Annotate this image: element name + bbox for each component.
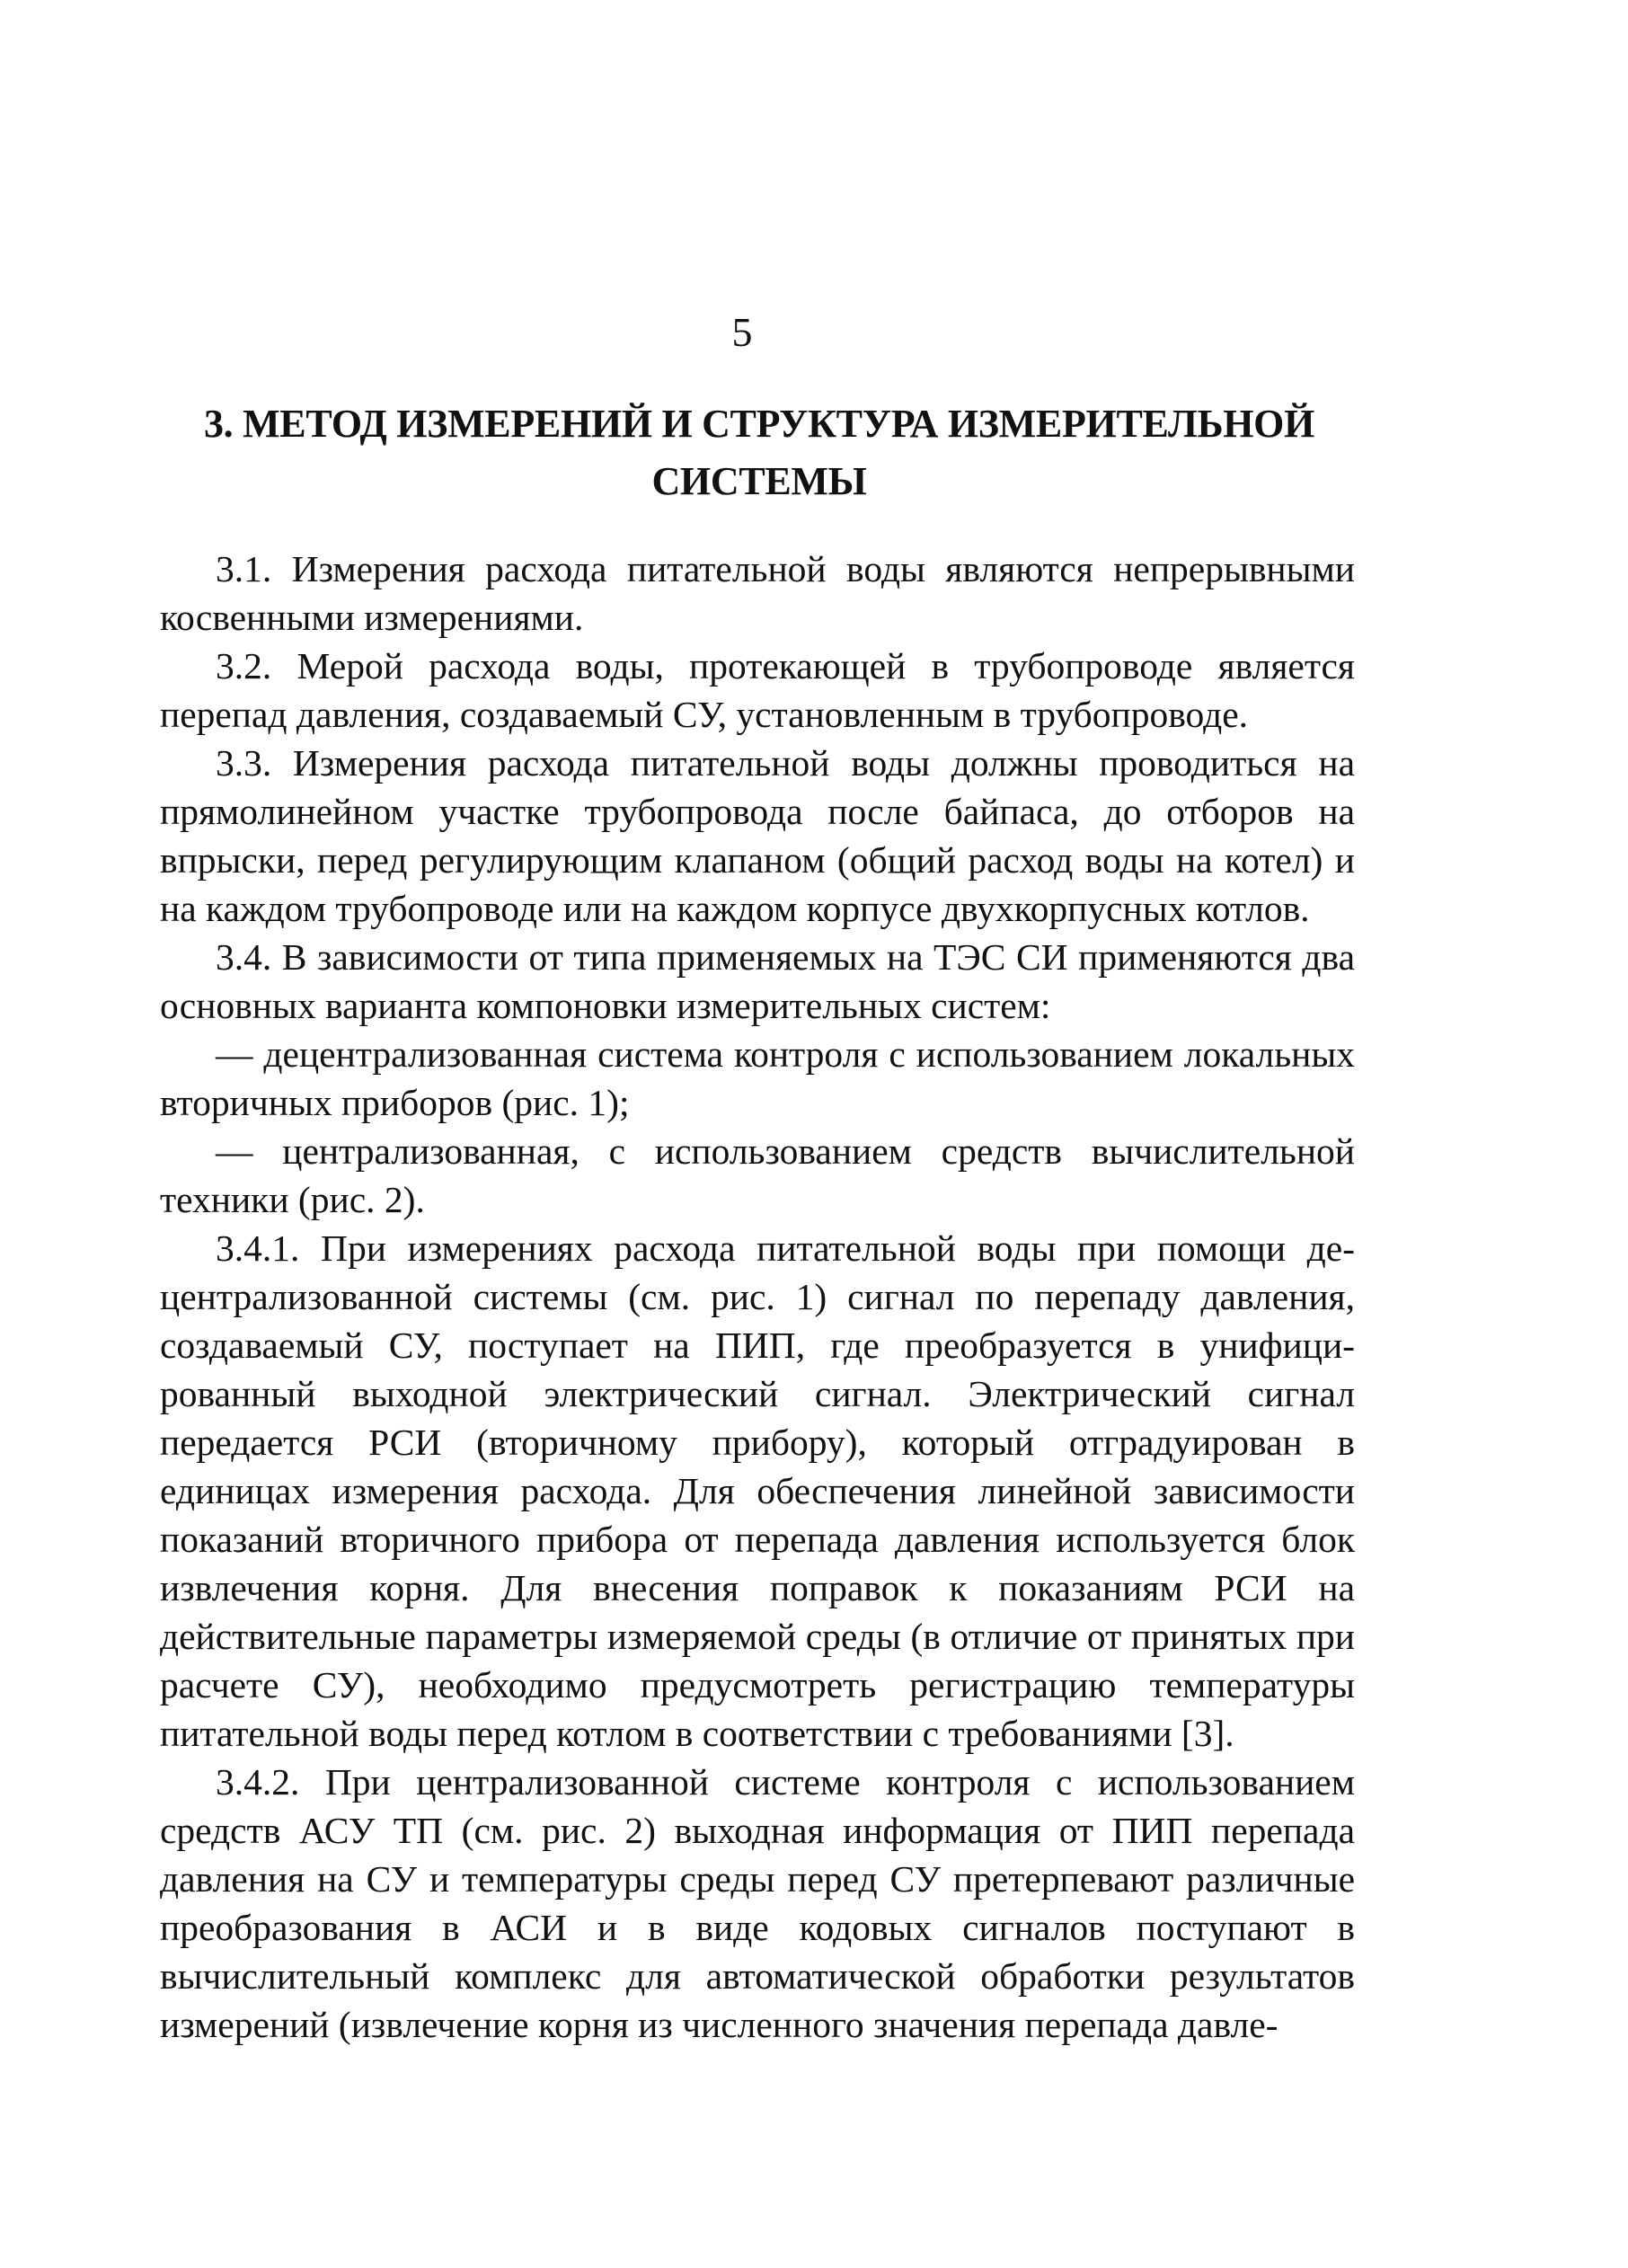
section-title bbox=[162, 395, 1357, 510]
section-title-line-2: СИСТЕМЫ bbox=[651, 459, 867, 503]
list-item-decentralized: — децентрализованная система контроля с использованием локальных вторичных приборов (рис. 1); bbox=[160, 1033, 1355, 1123]
section-title-line-1: 3. МЕТОД ИЗМЕРЕНИЙ И СТРУКТУРА ИЗМЕРИТЕЛЬНОЙ bbox=[203, 402, 1315, 446]
paragraph-3-4-1: 3.4.1. При измерениях расхода питательной воды при помощи децентрализованной системы (см. рис. 1) сигнал по перепаду давления, создаваемый СУ, поступает на ПИП, где преобразуется в унифицированный выходной электрический сигнал. Электрический сигнал передается РСИ (вторичному прибору), который отградуирован в единицах измерения расхода. Для обеспечения линейной зависимости показаний вторичного прибора от перепада давления используется блок извлечения корня. Для внесения поправок к показаниям РСИ на действительные параметры измеряемой среды (в отличие от принятых при расчете СУ), необходимо предусмотреть регистрацию температуры питательной воды перед котлом в соответствии с требованиями [3]. bbox=[160, 1227, 1355, 1754]
paragraph-3-3: 3.3. Измерения расхода питательной воды должны проводиться на прямолинейном участке трубопровода после байпаса, до отборов на впрыски, перед регулирующим клапаном (общий расход воды на котел) и на каждом трубопроводе или на каждом корпусе двухкорпусных котлов. bbox=[160, 742, 1355, 929]
paragraph-3-4-2: 3.4.2. При централизованной системе контроля с использованием средств АСУ ТП (см. рис. 2) выходная информация от ПИП перепада давления на СУ и температуры среды перед СУ претерпевают различные преобразования в АСИ и в виде кодовых сигналов поступают в вычислительный комплекс для автоматической обработки результатов измерений (извлечение корня из численного значения перепада давле- bbox=[160, 1761, 1355, 2045]
body-text bbox=[160, 545, 1355, 2049]
page-number: 5 bbox=[731, 309, 753, 355]
paragraph-3-4: 3.4. В зависимости от типа применяемых на ТЭС СИ применяются два основных варианта компоновки измерительных систем: bbox=[160, 936, 1355, 1026]
paragraph-3-2: 3.2. Мерой расхода воды, протекающей в трубопроводе является перепад давления, создаваемый СУ, установленным в трубопроводе. bbox=[160, 645, 1355, 735]
paragraph-3-1: 3.1. Измерения расхода питательной воды являются непрерывными косвенными измерениями. bbox=[160, 548, 1355, 638]
list-item-centralized: — централизованная, с использованием средств вычислительной техники (рис. 2). bbox=[160, 1130, 1355, 1220]
